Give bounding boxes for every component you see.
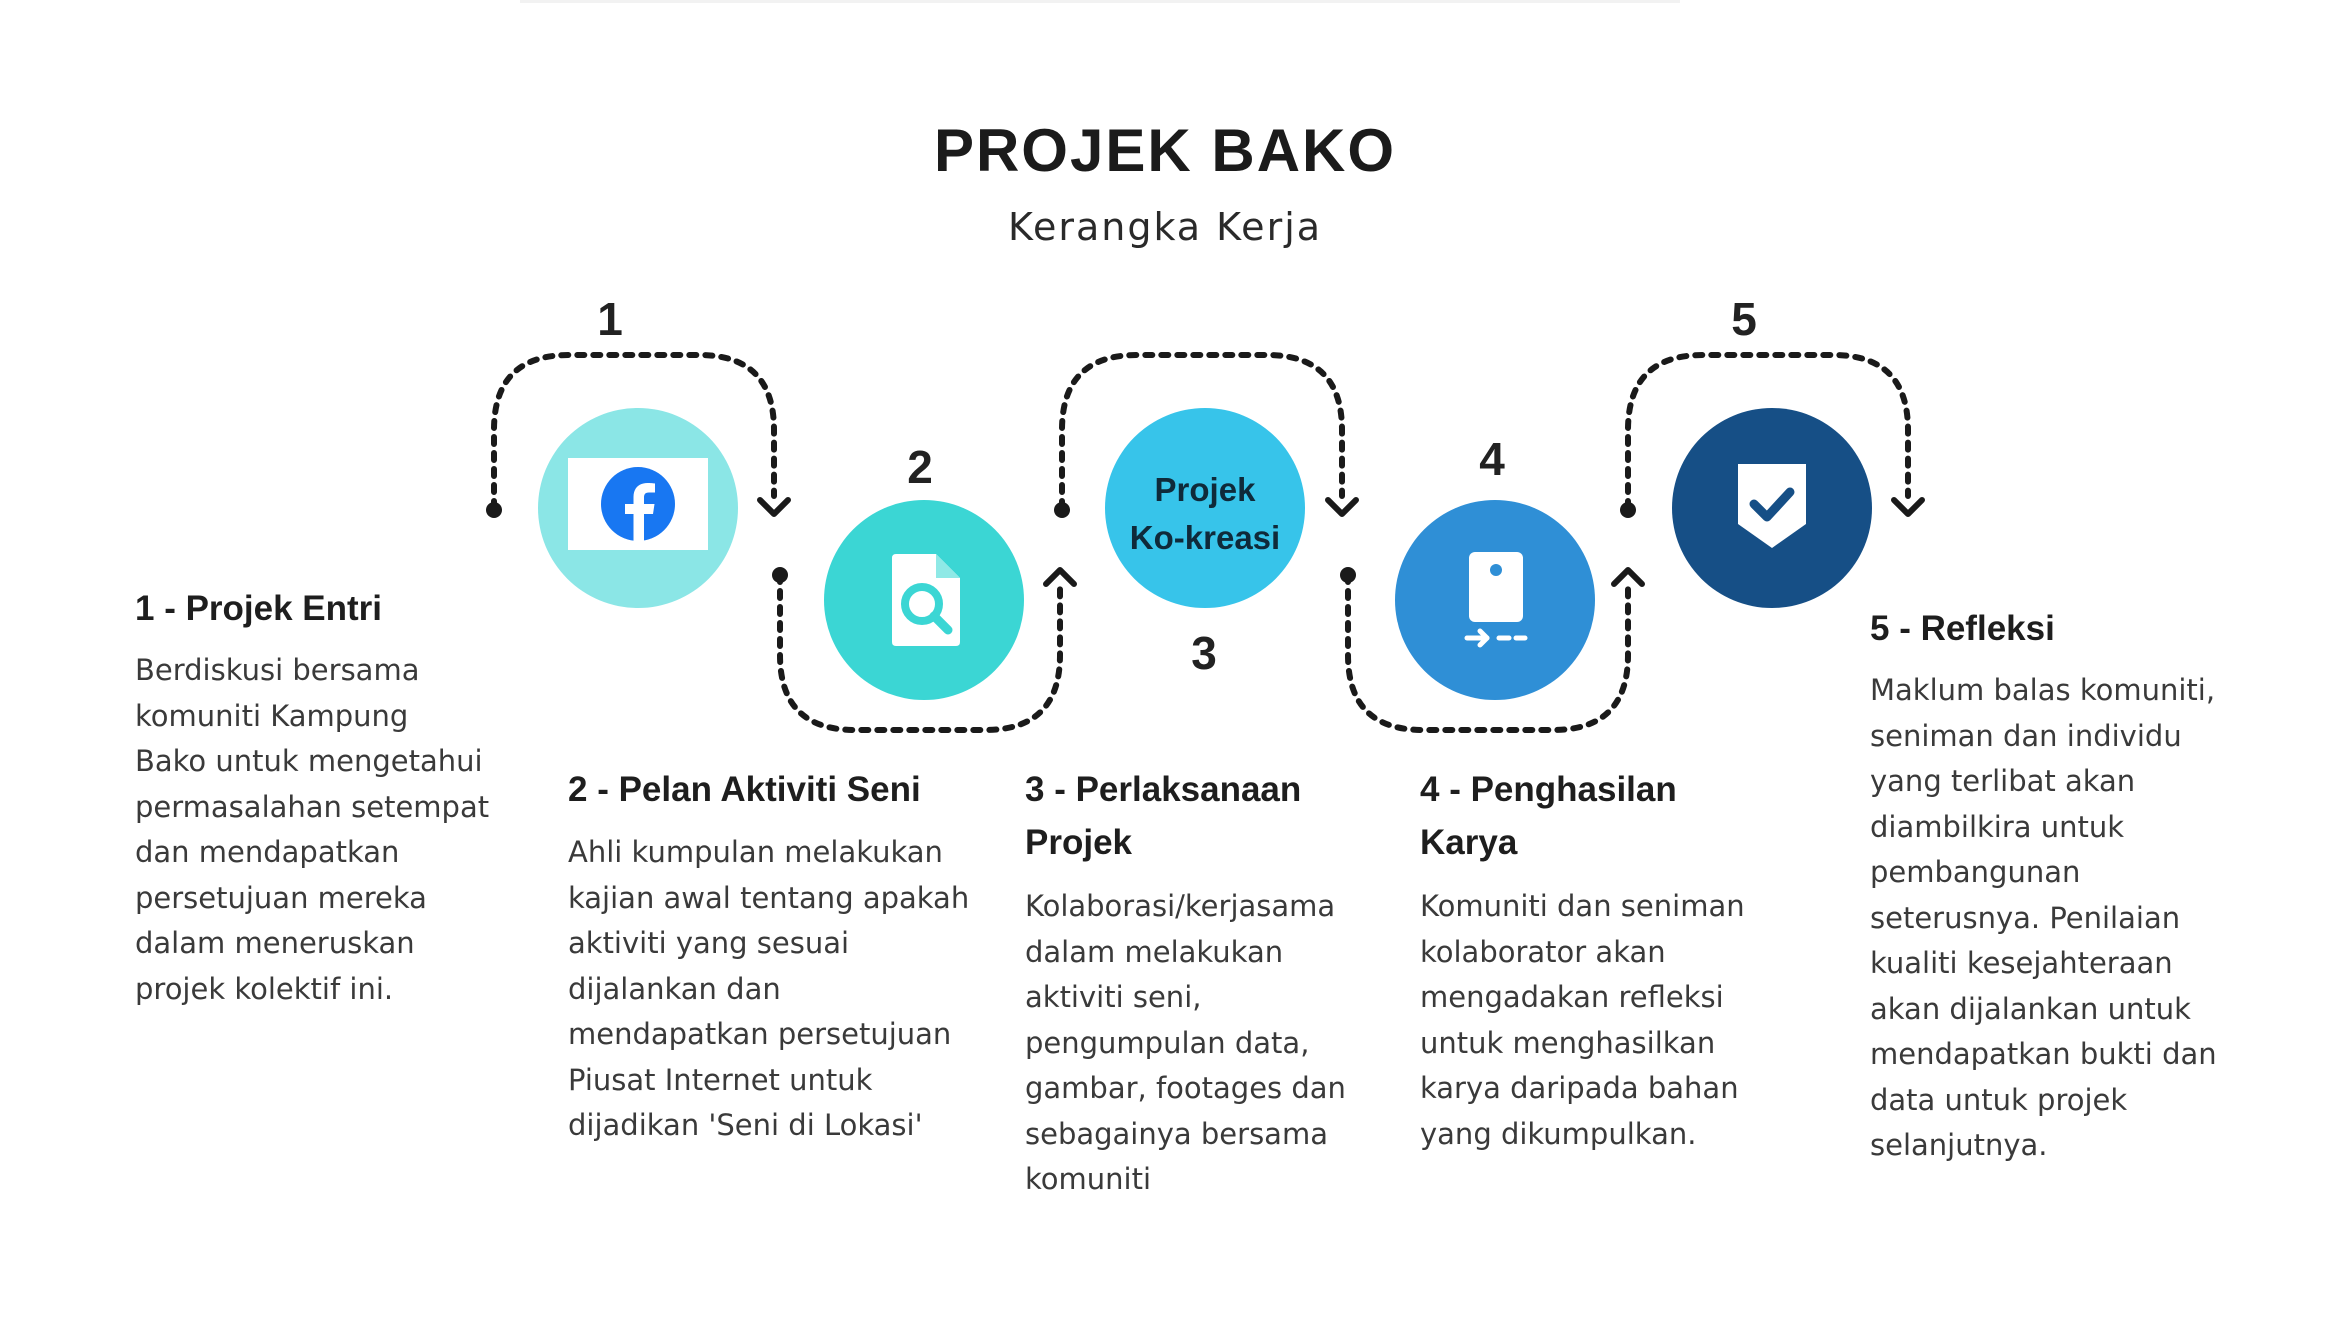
step-1-description: Berdiskusi bersama komuniti Kampung Bako untuk mengetahui permasalahan setempat dan mendapatkan persetujuan mereka dalam meneruskan projek kolektif ini. [135, 653, 490, 1006]
step-1-circle [538, 408, 738, 608]
step-4-circle [1395, 500, 1595, 700]
phone-transfer-icon [1461, 550, 1531, 650]
step-number-4: 4 [1479, 433, 1505, 485]
step-3-circle-label: Projek Ko-kreasi [1129, 471, 1281, 556]
connector-dot-2 [772, 567, 788, 583]
arrowhead-down-3 [1328, 500, 1356, 514]
page-title: PROJEK BAKO [933, 117, 1397, 184]
connector-dot-5 [1620, 502, 1636, 518]
step-1-heading: 1 - Projek Entri [135, 589, 383, 628]
facebook-icon [568, 458, 708, 550]
step-4-heading: 4 - Penghasilan Karya [1420, 770, 1677, 862]
step-number-5: 5 [1731, 293, 1757, 345]
step-5-description: Maklum balas komuniti, seniman dan individu yang terlibat akan diambilkira untuk pembangunan seterusnya. Penilaian kualiti kesejahteraan akan dijalankan untuk mendapatkan bukti dan data untuk projek selanjutnya. [1870, 673, 2217, 1162]
step-2-circle [824, 500, 1024, 700]
step-3-description: Kolaborasi/kerjasama dalam melakukan aktiviti seni, pengumpulan data, gambar, footages dan sebagainya bersama komuniti [1025, 889, 1346, 1196]
arrowhead-up-4 [1614, 570, 1642, 584]
connector-dot-4 [1340, 567, 1356, 583]
step-number-1: 1 [597, 293, 623, 345]
connector-dot-3 [1054, 502, 1070, 518]
step-4-description: Komuniti dan seniman kolaborator akan mengadakan refleksi untuk menghasilkan karya daripada bahan yang dikumpulkan. [1420, 889, 1745, 1151]
step-3-heading: 3 - Perlaksanaan Projek [1025, 770, 1302, 862]
shield-check-icon [1734, 460, 1810, 552]
step-5-heading: 5 - Refleksi [1870, 609, 2055, 648]
arrowhead-down-1 [760, 500, 788, 514]
step-number-3: 3 [1191, 627, 1217, 679]
document-search-icon [886, 550, 966, 650]
step-2-description: Ahli kumpulan melakukan kajian awal tentang apakah aktiviti yang sesuai dijalankan dan mendapatkan persetujuan Piusat Internet untuk dijadikan 'Seni di Lokasi' [568, 835, 970, 1142]
step-2-heading: 2 - Pelan Aktiviti Seni [568, 770, 921, 809]
step-3-circle [1105, 408, 1305, 608]
connector-dot-1 [486, 502, 502, 518]
arrowhead-down-5 [1894, 500, 1922, 514]
step-5-circle [1672, 408, 1872, 608]
arrowhead-up-2 [1046, 570, 1074, 584]
page-subtitle: Kerangka Kerja [1007, 205, 1323, 249]
step-number-2: 2 [907, 441, 933, 493]
